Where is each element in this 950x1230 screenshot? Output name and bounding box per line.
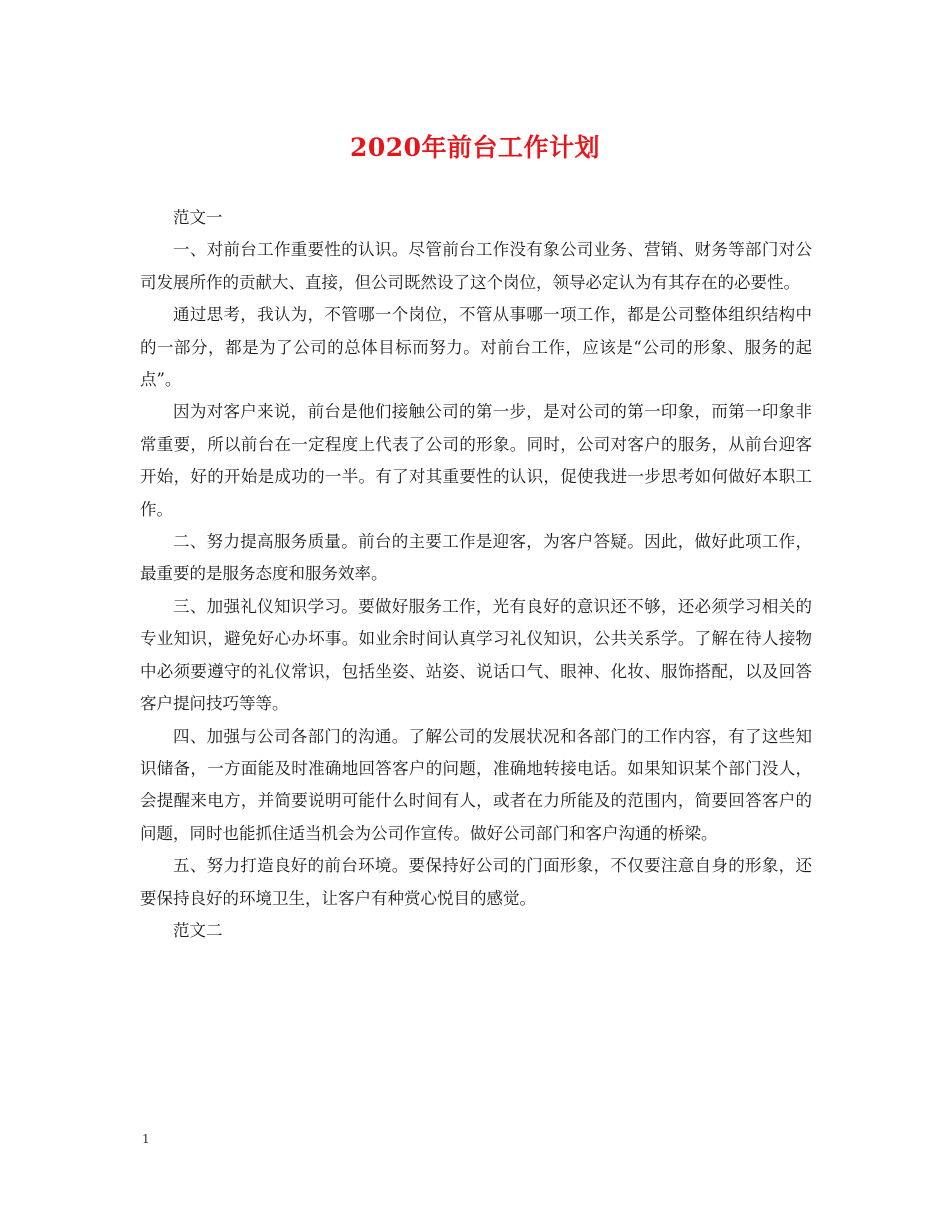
paragraph: 三、加强礼仪知识学习。要做好服务工作，光有良好的意识还不够，还必须学习相关的专业知识，避免好心办坏事。如业余时间认真学习礼仪知识，公共关系学。了解在待人接物中必须要遵守的礼仪常识，包括坐姿、站姿、说话口气、眼神、化妆、服饰搭配，以及回答客户提问技巧等等。 [140,596,812,714]
section-heading-sample-one: 范文一 [173,208,223,227]
paragraph: 因为对客户来说，前台是他们接触公司的第一步，是对公司的第一印象，而第一印象非常重要，所以前台在一定程度上代表了公司的形象。同时，公司对客户的服务，从前台迎客开始，好的开始是成功的一半。有了对其重要性的认识，促使我进一步思考如何做好本职工作。 [140,402,812,519]
page-number: 1 [142,1132,150,1146]
section-heading-sample-two: 范文二 [173,920,223,940]
paragraph: 二、努力提高服务质量。前台的主要工作是迎客，为客户答疑。因此，做好此项工作，最重要的是服务态度和服务效率。 [140,532,812,584]
paragraph: 通过思考，我认为，不管哪一个岗位，不管从事哪一项工作，都是公司整体组织结构中的一部分，都是为了公司的总体目标而努力。对前台工作，应该是“公司的形象、服务的起点”。 [140,305,812,390]
paragraph: 四、加强与公司各部门的沟通。了解公司的发展状况和各部门的工作内容，有了这些知识储备，一方面能及时准确地回答客户的问题，准确地转接电话。如果知识某个部门没人，会提醒来电方，并简要说明可能什么时间有人，或者在力所能及的范围内，简要回答客户的问题，同时也能抓住适当机会为公司作宣传。做好公司部门和客户沟通的桥梁。 [140,726,812,843]
document-body [140,202,812,947]
paragraph: 一、对前台工作重要性的认识。尽管前台工作没有象公司业务、营销、财务等部门对公司发展所作的贡献大、直接，但公司既然设了这个岗位，领导必定认为有其存在的必要性。 [140,240,812,292]
page-title: 2020年前台工作计划 [349,133,601,162]
paragraph: 五、努力打造良好的前台环境。要保持好公司的门面形象，不仅要注意自身的形象，还要保持良好的环境卫生，让客户有种赏心悦目的感觉。 [140,856,812,908]
